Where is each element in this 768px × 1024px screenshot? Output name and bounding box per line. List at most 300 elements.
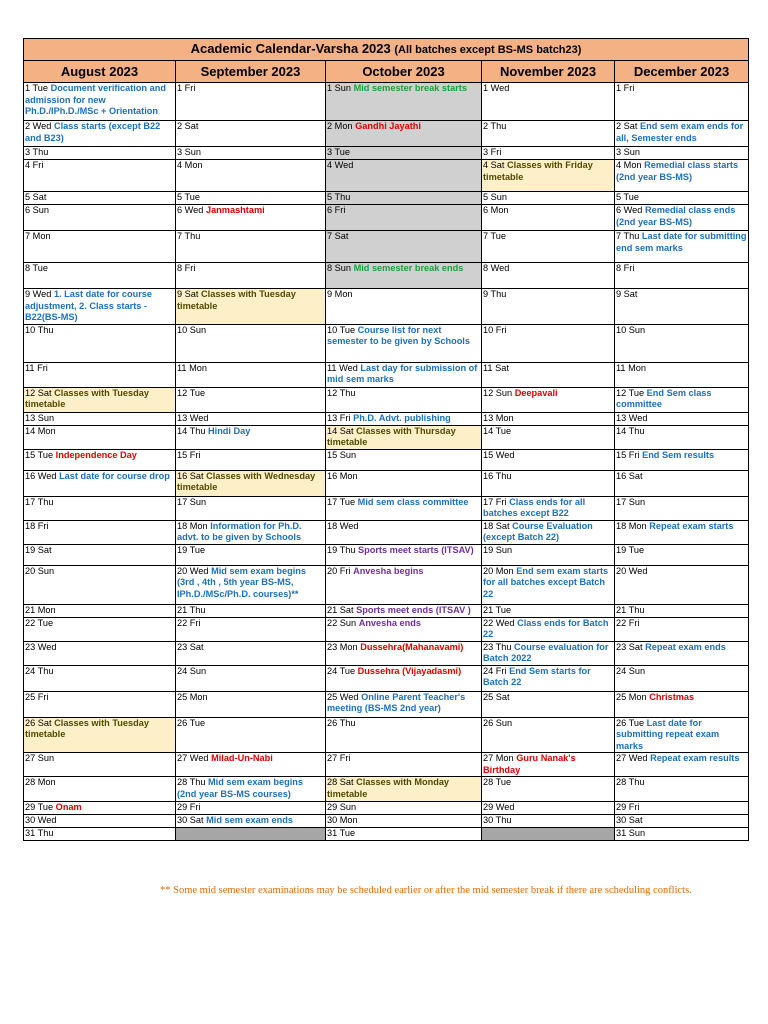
day-cell-august <box>24 815 176 828</box>
day-cell-october <box>326 604 482 617</box>
day-label: 17 Thu <box>25 496 54 507</box>
day-cell-december <box>615 362 749 387</box>
month-header-december: December 2023 <box>615 61 749 83</box>
calendar-row <box>24 412 749 425</box>
day-cell-november <box>482 617 615 641</box>
day-label: 30 Thu <box>483 815 512 825</box>
event-label: Classes with Friday timetable <box>483 160 593 182</box>
day-cell-october <box>326 753 482 777</box>
event-label: End sem exam ends for all, Semester ends <box>616 121 744 143</box>
day-cell-november <box>482 544 615 565</box>
day-cell-september <box>176 205 326 231</box>
day-label: 29 Sun <box>327 802 357 812</box>
day-label: 4 Wed <box>327 160 354 170</box>
day-label: 26 Tue <box>616 717 645 728</box>
calendar-row <box>24 289 749 325</box>
day-label: 18 Sat <box>483 520 510 531</box>
day-cell-september <box>176 387 326 412</box>
day-label: 20 Mon <box>483 565 514 576</box>
day-label: 29 Fri <box>616 802 640 812</box>
day-label: 15 Tue <box>25 449 54 460</box>
day-cell-october <box>326 425 482 449</box>
day-cell-november <box>482 520 615 544</box>
day-label: 10 Tue <box>327 324 356 335</box>
day-cell-august <box>24 412 176 425</box>
event-label: Remedial class starts (2nd year BS-MS) <box>616 160 739 182</box>
day-cell-october <box>326 641 482 665</box>
day-cell-august <box>24 777 176 802</box>
day-cell-december <box>615 777 749 802</box>
day-cell-september <box>176 802 326 815</box>
day-cell-september <box>176 565 326 604</box>
day-label: 9 Sat <box>616 289 638 299</box>
day-label: 25 Fri <box>25 691 49 702</box>
day-label: 26 Sun <box>483 717 513 728</box>
day-cell-december <box>615 815 749 828</box>
calendar-row <box>24 802 749 815</box>
event-label: Mid sem exam begins (2nd year BS-MS courses) <box>177 777 303 799</box>
calendar-row <box>24 828 749 841</box>
day-label: 4 Mon <box>177 160 203 170</box>
day-label: 22 Wed <box>483 617 515 628</box>
day-cell-september <box>176 828 326 841</box>
day-label: 12 Sun <box>483 387 513 398</box>
day-cell-august <box>24 665 176 691</box>
day-cell-december <box>615 263 749 289</box>
day-label: 19 Tue <box>177 544 206 555</box>
day-cell-december <box>615 231 749 263</box>
day-cell-august <box>24 449 176 470</box>
day-cell-august <box>24 121 176 147</box>
day-label: 6 Wed <box>616 205 643 215</box>
day-label: 27 Fri <box>327 753 351 763</box>
day-cell-september <box>176 544 326 565</box>
day-cell-october <box>326 289 482 325</box>
calendar-row <box>24 362 749 387</box>
day-label: 31 Tue <box>327 828 356 838</box>
day-cell-october <box>326 83 482 121</box>
day-cell-october <box>326 717 482 753</box>
day-cell-november <box>482 205 615 231</box>
day-label: 20 Wed <box>177 565 209 576</box>
day-cell-november <box>482 121 615 147</box>
day-label: 17 Fri <box>483 496 507 507</box>
day-cell-november <box>482 470 615 496</box>
day-label: 28 Tue <box>483 777 512 787</box>
day-cell-august <box>24 717 176 753</box>
calendar-row <box>24 544 749 565</box>
day-cell-august <box>24 324 176 362</box>
day-cell-november <box>482 289 615 325</box>
day-label: 24 Tue <box>327 665 356 676</box>
day-label: 9 Thu <box>483 289 507 299</box>
day-label: 24 Sun <box>177 665 207 676</box>
day-label: 7 Thu <box>616 231 640 241</box>
day-label: 4 Sat <box>483 160 505 170</box>
day-cell-october <box>326 544 482 565</box>
day-label: 8 Fri <box>177 263 196 273</box>
calendar-row <box>24 565 749 604</box>
day-cell-december <box>615 544 749 565</box>
day-cell-september <box>176 263 326 289</box>
day-cell-september <box>176 289 326 325</box>
day-label: 8 Tue <box>25 263 48 273</box>
day-label: 8 Fri <box>616 263 635 273</box>
day-cell-august <box>24 691 176 717</box>
day-cell-november <box>482 147 615 160</box>
day-cell-october <box>326 802 482 815</box>
day-label: 14 Thu <box>616 425 645 436</box>
calendar-row <box>24 425 749 449</box>
day-label: 28 Thu <box>616 777 645 787</box>
day-cell-september <box>176 425 326 449</box>
day-cell-october <box>326 565 482 604</box>
day-cell-october <box>326 324 482 362</box>
day-label: 6 Wed <box>177 205 204 215</box>
day-cell-october <box>326 121 482 147</box>
day-label: 21 Mon <box>25 604 56 615</box>
day-cell-august <box>24 470 176 496</box>
day-label: 19 Sun <box>483 544 513 555</box>
day-cell-october <box>326 828 482 841</box>
day-label: 13 Fri <box>327 412 351 423</box>
day-label: 3 Fri <box>483 147 502 157</box>
calendar-row <box>24 496 749 520</box>
day-cell-november <box>482 753 615 777</box>
day-cell-september <box>176 412 326 425</box>
day-cell-november <box>482 324 615 362</box>
day-label: 20 Fri <box>327 565 351 576</box>
day-cell-october <box>326 617 482 641</box>
event-label: Deepavali <box>514 387 558 398</box>
day-label: 10 Thu <box>25 324 54 335</box>
title-row <box>24 39 749 61</box>
day-label: 14 Sat <box>327 425 354 436</box>
day-cell-august <box>24 802 176 815</box>
day-cell-december <box>615 717 749 753</box>
day-cell-september <box>176 717 326 753</box>
day-cell-august <box>24 520 176 544</box>
day-cell-october <box>326 449 482 470</box>
event-label: Mid semester break ends <box>353 263 464 273</box>
day-cell-december <box>615 425 749 449</box>
event-label: Class ends for Batch 22 <box>483 617 609 639</box>
day-cell-september <box>176 83 326 121</box>
event-label: Repeat exam ends <box>645 641 726 652</box>
day-cell-november <box>482 665 615 691</box>
day-label: 8 Sun <box>327 263 352 273</box>
day-label: 2 Mon <box>327 121 353 131</box>
day-label: 3 Sun <box>177 147 202 157</box>
calendar-row <box>24 324 749 362</box>
day-label: 11 Mon <box>616 362 646 373</box>
day-cell-november <box>482 802 615 815</box>
day-cell-september <box>176 777 326 802</box>
day-label: 17 Sun <box>616 496 646 507</box>
day-cell-august <box>24 544 176 565</box>
day-label: 2 Thu <box>483 121 507 131</box>
day-cell-december <box>615 753 749 777</box>
day-cell-october <box>326 777 482 802</box>
day-label: 25 Wed <box>327 691 359 702</box>
day-label: 30 Sat <box>616 815 643 825</box>
event-label: Gandhi Jayathi <box>355 121 421 131</box>
day-label: 19 Sat <box>25 544 52 555</box>
day-label: 13 Wed <box>616 412 648 423</box>
day-label: 27 Wed <box>616 753 648 763</box>
day-cell-september <box>176 192 326 205</box>
day-cell-december <box>615 520 749 544</box>
day-label: 4 Mon <box>616 160 642 170</box>
day-cell-november <box>482 263 615 289</box>
day-label: 31 Thu <box>25 828 54 838</box>
day-label: 2 Sat <box>177 121 199 131</box>
event-label: Class starts (except B22 and B23) <box>25 121 161 143</box>
day-cell-october <box>326 520 482 544</box>
day-label: 11 Sat <box>483 362 509 373</box>
day-label: 15 Sun <box>327 449 357 460</box>
day-cell-december <box>615 324 749 362</box>
day-cell-november <box>482 496 615 520</box>
day-label: 23 Wed <box>25 641 57 652</box>
day-label: 2 Sat <box>616 121 638 131</box>
day-cell-october <box>326 160 482 192</box>
event-label: End Sem class committee <box>616 387 712 409</box>
month-header-august: August 2023 <box>24 61 176 83</box>
month-header-november: November 2023 <box>482 61 615 83</box>
day-cell-november <box>482 362 615 387</box>
day-label: 2 Wed <box>25 121 52 131</box>
day-cell-september <box>176 753 326 777</box>
day-cell-december <box>615 289 749 325</box>
day-cell-november <box>482 717 615 753</box>
day-label: 7 Mon <box>25 231 51 241</box>
day-cell-october <box>326 387 482 412</box>
day-cell-october <box>326 665 482 691</box>
day-label: 16 Mon <box>327 470 358 481</box>
event-label: End Sem starts for Batch 22 <box>483 665 591 687</box>
day-cell-october <box>326 412 482 425</box>
day-cell-august <box>24 205 176 231</box>
day-cell-october <box>326 470 482 496</box>
day-label: 22 Fri <box>177 617 201 628</box>
calendar-row <box>24 205 749 231</box>
day-label: 23 Sat <box>177 641 204 652</box>
day-cell-november <box>482 425 615 449</box>
day-label: 27 Mon <box>483 753 514 763</box>
day-cell-december <box>615 617 749 641</box>
day-cell-august <box>24 362 176 387</box>
day-label: 14 Mon <box>25 425 56 436</box>
calendar-row <box>24 449 749 470</box>
day-cell-november <box>482 691 615 717</box>
day-label: 12 Tue <box>616 387 645 398</box>
day-label: 16 Sat <box>616 470 643 481</box>
event-label: Online Parent Teacher's meeting (BS-MS 2nd year) <box>327 691 466 713</box>
event-label: Anvesha begins <box>353 565 424 576</box>
day-cell-october <box>326 192 482 205</box>
day-label: 28 Thu <box>177 777 206 787</box>
event-label: Janmashtami <box>205 205 265 215</box>
calendar-title: Academic Calendar-Varsha 2023 <box>190 41 391 56</box>
day-cell-december <box>615 641 749 665</box>
day-cell-november <box>482 565 615 604</box>
day-cell-september <box>176 160 326 192</box>
day-cell-december <box>615 604 749 617</box>
day-cell-august <box>24 387 176 412</box>
day-cell-october <box>326 205 482 231</box>
day-cell-september <box>176 362 326 387</box>
calendar-row <box>24 147 749 160</box>
day-label: 15 Fri <box>616 449 640 460</box>
day-label: 1 Fri <box>616 83 635 93</box>
day-cell-december <box>615 496 749 520</box>
day-cell-august <box>24 617 176 641</box>
event-label: Hindi Day <box>208 425 251 436</box>
day-cell-november <box>482 449 615 470</box>
day-cell-december <box>615 828 749 841</box>
day-cell-november <box>482 83 615 121</box>
day-label: 1 Wed <box>483 83 510 93</box>
day-label: 12 Thu <box>327 387 356 398</box>
day-cell-november <box>482 387 615 412</box>
day-label: 29 Fri <box>177 802 201 812</box>
month-header-september: September 2023 <box>176 61 326 83</box>
calendar-row <box>24 665 749 691</box>
calendar-title-cell <box>24 39 749 61</box>
day-cell-september <box>176 520 326 544</box>
day-label: 27 Sun <box>25 753 55 763</box>
day-label: 21 Thu <box>616 604 645 615</box>
event-label: Ph.D. Advt. publishing <box>353 412 451 423</box>
event-label: Information for Ph.D. advt. to be given by Schools <box>177 520 302 542</box>
day-cell-november <box>482 604 615 617</box>
day-label: 7 Sat <box>327 231 349 241</box>
event-label: Classes with Monday timetable <box>327 777 450 799</box>
day-label: 18 Mon <box>616 520 647 531</box>
event-label: Class ends for all batches except B22 <box>483 496 586 518</box>
day-cell-august <box>24 192 176 205</box>
event-label: Christmas <box>649 691 695 702</box>
day-cell-october <box>326 691 482 717</box>
day-cell-november <box>482 815 615 828</box>
day-cell-august <box>24 231 176 263</box>
event-label: Mid sem exam begins (3rd , 4th , 5th year BS-MS, IPh.D./MSc/Ph.D. courses)** <box>177 565 307 599</box>
day-label: 10 Fri <box>483 324 507 335</box>
day-cell-december <box>615 470 749 496</box>
calendar-row <box>24 263 749 289</box>
event-label: Last date for submitting end sem marks <box>616 231 747 253</box>
day-label: 9 Mon <box>327 289 353 299</box>
event-label: Course evaluation for Batch 2022 <box>483 641 609 663</box>
day-cell-november <box>482 160 615 192</box>
calendar-row <box>24 691 749 717</box>
day-label: 6 Sun <box>25 205 50 215</box>
calendar-row <box>24 231 749 263</box>
day-cell-september <box>176 449 326 470</box>
day-cell-october <box>326 362 482 387</box>
day-cell-december <box>615 691 749 717</box>
day-cell-september <box>176 641 326 665</box>
event-label: Repeat exam results <box>650 753 740 763</box>
day-label: 6 Fri <box>327 205 346 215</box>
day-label: 3 Tue <box>327 147 350 157</box>
day-label: 25 Sat <box>483 691 510 702</box>
event-label: Anvesha ends <box>358 617 421 628</box>
day-cell-november <box>482 641 615 665</box>
day-label: 17 Sun <box>177 496 207 507</box>
event-label: Last day for submission of mid sem marks <box>327 362 478 384</box>
day-label: 11 Fri <box>25 362 48 373</box>
day-label: 25 Mon <box>616 691 647 702</box>
event-label: Sports meet ends (ITSAV ) <box>356 604 471 615</box>
day-label: 9 Sat <box>177 289 199 299</box>
day-cell-september <box>176 665 326 691</box>
event-label: Guru Nanak's Birthday <box>483 753 576 775</box>
day-label: 21 Tue <box>483 604 512 615</box>
day-label: 3 Sun <box>616 147 641 157</box>
day-label: 7 Tue <box>483 231 506 241</box>
day-cell-october <box>326 147 482 160</box>
day-cell-august <box>24 425 176 449</box>
day-label: 13 Sun <box>25 412 55 423</box>
event-label: Classes with Tuesday timetable <box>177 289 296 311</box>
day-cell-november <box>482 412 615 425</box>
day-cell-september <box>176 470 326 496</box>
day-label: 13 Mon <box>483 412 514 423</box>
day-cell-december <box>615 565 749 604</box>
day-cell-september <box>176 691 326 717</box>
calendar-row <box>24 753 749 777</box>
day-label: 12 Tue <box>177 387 206 398</box>
day-cell-august <box>24 263 176 289</box>
calendar-row <box>24 641 749 665</box>
day-label: 20 Sun <box>25 565 55 576</box>
day-label: 23 Thu <box>483 641 512 652</box>
day-cell-august <box>24 753 176 777</box>
month-header-row <box>24 61 749 83</box>
event-label: Mid sem class committee <box>357 496 469 507</box>
day-cell-august <box>24 289 176 325</box>
day-label: 30 Sat <box>177 815 204 825</box>
day-cell-december <box>615 83 749 121</box>
event-label: Dussehra (Vijayadasmi) <box>357 665 462 676</box>
event-label: End Sem results <box>642 449 715 460</box>
day-label: 9 Wed <box>25 289 52 299</box>
calendar-row <box>24 617 749 641</box>
day-label: 11 Wed <box>327 362 358 373</box>
day-cell-august <box>24 565 176 604</box>
day-cell-november <box>482 828 615 841</box>
day-label: 12 Sat <box>25 387 52 398</box>
day-cell-december <box>615 449 749 470</box>
day-label: 26 Sat <box>25 717 52 728</box>
event-label: Course Evaluation (except Batch 22) <box>483 520 593 542</box>
day-label: 16 Thu <box>483 470 512 481</box>
day-cell-december <box>615 160 749 192</box>
day-label: 15 Wed <box>483 449 515 460</box>
day-label: 25 Mon <box>177 691 208 702</box>
day-cell-august <box>24 641 176 665</box>
day-label: 18 Mon <box>177 520 208 531</box>
day-cell-september <box>176 324 326 362</box>
calendar-subtitle: (All batches except BS-MS batch23) <box>394 44 582 56</box>
day-cell-october <box>326 231 482 263</box>
day-cell-september <box>176 147 326 160</box>
day-label: 24 Sun <box>616 665 646 676</box>
event-label: Classes with Tuesday timetable <box>25 717 149 739</box>
event-label: Last date for submitting repeat exam marks <box>616 717 720 751</box>
